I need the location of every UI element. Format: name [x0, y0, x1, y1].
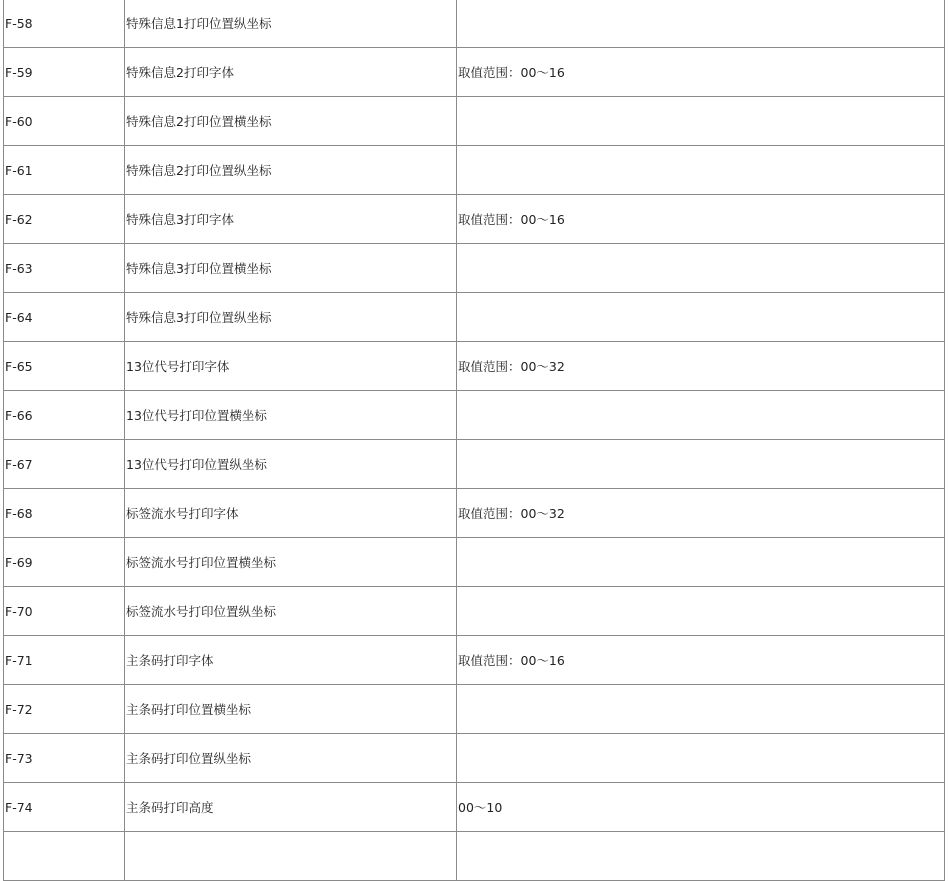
parameter-code-cell: F-62 — [4, 195, 125, 244]
parameter-note-cell: 取值范围：00～32 — [457, 342, 945, 391]
parameter-name-cell: 特殊信息3打印字体 — [125, 195, 457, 244]
parameter-code-cell: F-69 — [4, 538, 125, 587]
parameter-note-cell — [457, 97, 945, 146]
parameter-note-cell: 取值范围：00～16 — [457, 195, 945, 244]
parameter-code-cell: F-65 — [4, 342, 125, 391]
table-row — [4, 685, 945, 734]
parameter-name-cell: 特殊信息2打印字体 — [125, 48, 457, 97]
parameter-code-cell: F-74 — [4, 783, 125, 832]
parameter-note-cell — [457, 832, 945, 881]
parameter-note-cell — [457, 391, 945, 440]
parameter-code-cell: F-70 — [4, 587, 125, 636]
parameter-code-cell: F-63 — [4, 244, 125, 293]
parameter-name-cell: 标签流水号打印字体 — [125, 489, 457, 538]
table-row — [4, 0, 945, 48]
parameter-note-cell — [457, 244, 945, 293]
parameter-name-cell: 特殊信息3打印位置横坐标 — [125, 244, 457, 293]
parameter-code-cell: F-66 — [4, 391, 125, 440]
parameter-name-cell: 主条码打印位置横坐标 — [125, 685, 457, 734]
parameter-name-cell: 13位代号打印字体 — [125, 342, 457, 391]
table-row — [4, 195, 945, 244]
table-row — [4, 636, 945, 685]
parameter-code-cell: F-67 — [4, 440, 125, 489]
parameter-table — [3, 0, 945, 881]
parameter-note-cell — [457, 734, 945, 783]
parameter-name-cell: 特殊信息2打印位置纵坐标 — [125, 146, 457, 195]
parameter-note-cell: 取值范围：00～16 — [457, 48, 945, 97]
parameter-note-cell — [457, 0, 945, 48]
table-row — [4, 391, 945, 440]
table-row — [4, 832, 945, 881]
table-row — [4, 146, 945, 195]
table-row — [4, 48, 945, 97]
parameter-code-cell: F-72 — [4, 685, 125, 734]
parameter-code-cell — [4, 832, 125, 881]
parameter-code-cell: F-71 — [4, 636, 125, 685]
table-row — [4, 342, 945, 391]
parameter-name-cell: 特殊信息2打印位置横坐标 — [125, 97, 457, 146]
parameter-name-cell: 13位代号打印位置纵坐标 — [125, 440, 457, 489]
table-row — [4, 293, 945, 342]
parameter-note-cell — [457, 587, 945, 636]
parameter-code-cell: F-60 — [4, 97, 125, 146]
table-row — [4, 538, 945, 587]
parameter-name-cell: 特殊信息3打印位置纵坐标 — [125, 293, 457, 342]
parameter-name-cell: 标签流水号打印位置纵坐标 — [125, 587, 457, 636]
parameter-name-cell: 主条码打印高度 — [125, 783, 457, 832]
parameter-code-cell: F-68 — [4, 489, 125, 538]
table-row — [4, 489, 945, 538]
parameter-table-body — [4, 0, 945, 881]
table-row — [4, 97, 945, 146]
parameter-note-cell — [457, 440, 945, 489]
table-row — [4, 244, 945, 293]
parameter-code-cell: F-73 — [4, 734, 125, 783]
parameter-note-cell — [457, 538, 945, 587]
table-row — [4, 783, 945, 832]
parameter-code-cell: F-64 — [4, 293, 125, 342]
parameter-name-cell — [125, 832, 457, 881]
parameter-name-cell: 标签流水号打印位置横坐标 — [125, 538, 457, 587]
parameter-note-cell — [457, 685, 945, 734]
table-row — [4, 587, 945, 636]
parameter-note-cell — [457, 146, 945, 195]
parameter-note-cell: 取值范围：00～16 — [457, 636, 945, 685]
parameter-name-cell: 主条码打印字体 — [125, 636, 457, 685]
parameter-note-cell: 00～10 — [457, 783, 945, 832]
table-row — [4, 734, 945, 783]
parameter-name-cell: 主条码打印位置纵坐标 — [125, 734, 457, 783]
parameter-note-cell — [457, 293, 945, 342]
parameter-code-cell: F-59 — [4, 48, 125, 97]
parameter-note-cell: 取值范围：00～32 — [457, 489, 945, 538]
parameter-name-cell: 特殊信息1打印位置纵坐标 — [125, 0, 457, 48]
table-row — [4, 440, 945, 489]
parameter-code-cell: F-58 — [4, 0, 125, 48]
parameter-name-cell: 13位代号打印位置横坐标 — [125, 391, 457, 440]
parameter-code-cell: F-61 — [4, 146, 125, 195]
